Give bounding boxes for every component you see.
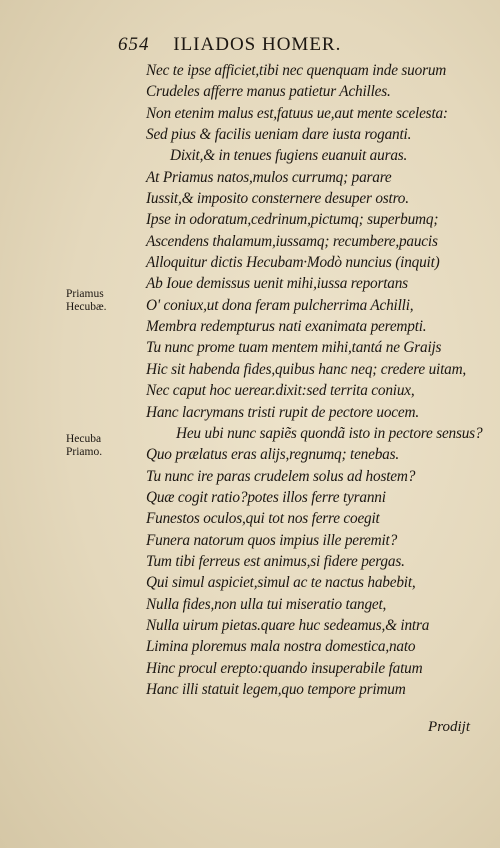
verse-line: Non etenim malus est,fatuus ue,aut mente scelesta: — [146, 104, 448, 122]
verse-line: Tu nunc ire paras crudelem solus ad hostem? — [146, 467, 416, 485]
verse-line: Tum tibi ferreus est animus,si fidere pergas. — [146, 552, 405, 570]
verse-line: Hic sit habenda fides,quibus hanc neq; credere uitam, — [146, 360, 467, 378]
verse-line: Qui simul aspiciet,simul ac te nactus habebit, — [146, 574, 416, 592]
verse-line: Heu ubi nunc sapiẽs quondã isto in pectore sensus? — [176, 424, 483, 442]
verse-line: Crudeles afferre manus patietur Achilles. — [146, 83, 391, 101]
verse-line: Hanc lacrymans tristi rupit de pectore uocem. — [146, 403, 419, 421]
verse-line: Membra redempturus nati exanimata perempti. — [146, 318, 427, 336]
running-header — [118, 34, 418, 56]
margin-note-priamus: Priamus Hecubæ. — [66, 288, 107, 313]
verse-line: Nulla fides,non ulla tui miseratio tanget, — [146, 595, 387, 613]
verse-line: Ab Ioue demissus uenit mihi,iussa reportans — [146, 275, 408, 293]
verse-line: Funera natorum quos impius ille peremit? — [146, 531, 398, 549]
verse-line: Hinc procul erepto:quando insuperabile fatum — [146, 659, 423, 677]
verse-line: Alloquitur dictis Hecubam·Modò nuncius (inquit) — [146, 254, 440, 272]
verse-line: Dixit,& in tenues fugiens euanuit auras. — [170, 147, 408, 165]
verse-line: Nec te ipse afficiet,tibi nec quenquam inde suorum — [146, 62, 447, 79]
verse-line: Hanc illi statuit legem,quo tempore primum — [146, 680, 406, 698]
verse-line: At Priamus natos,mulos currumq; parare — [146, 168, 392, 186]
verse-line: Quæ cogit ratio?potes illos ferre tyranni — [146, 488, 386, 506]
verse-line: Nulla uirum pietas.quare huc sedeamus,& intra — [146, 616, 430, 634]
catchword: Prodijt — [428, 719, 470, 735]
page-number: 654 — [118, 34, 150, 55]
margin-note-hecuba: Hecuba Priamo. — [66, 433, 103, 458]
verse-line: Quo prælatus eras alijs,regnumq; tenebas. — [146, 446, 399, 464]
verse-line: Ipse in odoratum,cedrinum,pictumq; superbumq; — [146, 211, 439, 229]
verse-line: Tu nunc prome tuam mentem mihi,tantá ne Graijs — [146, 339, 442, 357]
verse-block — [146, 60, 486, 700]
verse-line: O' coniux,ut dona feram pulcherrima Achilli, — [146, 296, 414, 314]
verse-line: Funestos oculos,qui tot nos ferre coegit — [146, 510, 380, 528]
verse-line: Nec caput hoc uerear.dixit:sed territa coniux, — [146, 382, 415, 400]
verse-line: Sed pius & facilis ueniam dare iusta roganti. — [146, 126, 412, 144]
verse-line: Iussit,& imposito consternere desuper ostro. — [146, 190, 409, 208]
running-title: ILIADOS HOMER. — [173, 34, 342, 55]
verse-line: Limina ploremus mala nostra domestica,nato — [146, 638, 416, 656]
verse-line: Ascendens thalamum,iussamq; recumbere,paucis — [146, 232, 438, 250]
